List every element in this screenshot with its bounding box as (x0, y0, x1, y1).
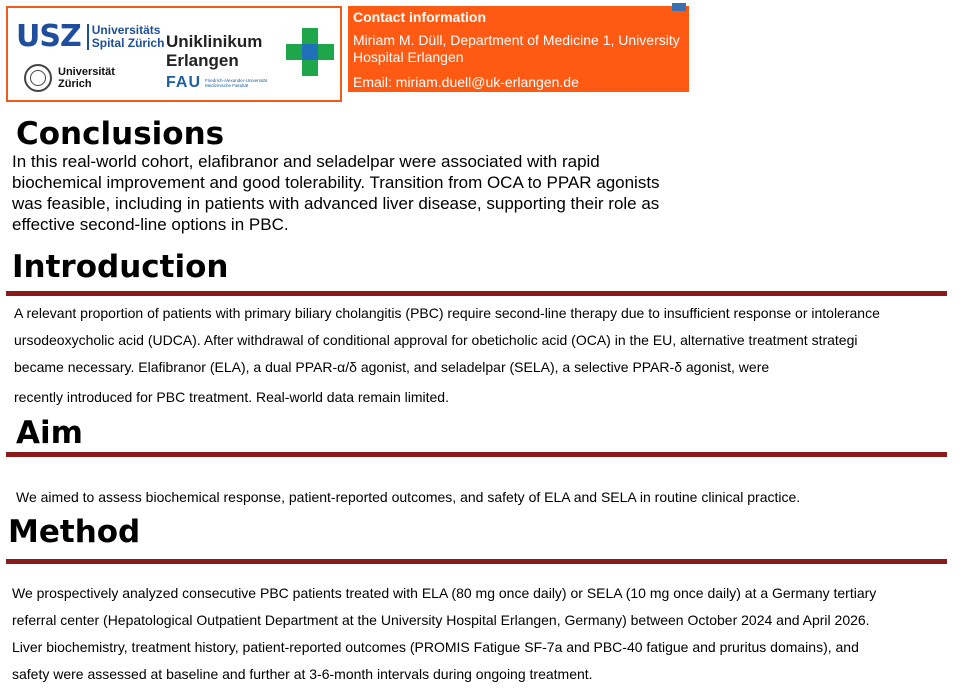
text-line: ursodeoxycholic acid (UDCA). After withdrawal of conditional approval for obeticholic acid (OCA) in the EU, alternative treatment strategi (14, 332, 858, 348)
text-line: biochemical improvement and good tolerability. Transition from OCA to PPAR agonists (12, 173, 660, 192)
logo-panel (6, 6, 342, 102)
contact-title: Contact information (353, 9, 486, 25)
text-line: We prospectively analyzed consecutive PBC patients treated with ELA (80 mg once daily) or SELA (10 mg once daily) at a Germany tertiary (12, 585, 877, 601)
usz-mark: USZ (16, 19, 81, 54)
usz-text-line: Universitäts (91, 23, 161, 37)
introduction-heading: Introduction (12, 249, 229, 285)
conclusions-text (12, 151, 660, 235)
contact-information-box (348, 6, 689, 92)
text-line: A relevant proportion of patients with primary biliary cholangitis (PBC) require second-line therapy due to insufficient response or intolerance (14, 305, 880, 321)
uzh-logo (24, 64, 115, 92)
fau-sub-line: Medizinische Fakultät (205, 83, 249, 88)
contact-email: Email: miriam.duell@uk-erlangen.de (353, 74, 579, 90)
conclusions-heading: Conclusions (16, 116, 225, 152)
section-divider (6, 559, 947, 564)
medical-cross-icon (286, 28, 334, 76)
method-text (12, 580, 876, 688)
fau-mark: FAU (166, 74, 201, 91)
uzh-text-line: Universität (58, 66, 115, 78)
usz-text-line: Spital Zürich (91, 36, 165, 50)
aim-heading: Aim (16, 415, 83, 451)
section-divider (6, 452, 947, 457)
fau-sub-line: Friedrich-Alexander-Universität (205, 78, 268, 83)
university-seal-icon (24, 64, 52, 92)
text-line: recently introduced for PBC treatment. Real-world data remain limited. (14, 389, 449, 405)
method-heading: Method (8, 514, 141, 550)
text-line: Liver biochemistry, treatment history, patient-reported outcomes (PROMIS Fatigue SF-7a and PBC-40 fatigue and pruritus domains), and (12, 639, 859, 655)
section-divider (6, 291, 947, 296)
text-line: effective second-line options in PBC. (12, 215, 289, 234)
aim-text (16, 484, 800, 511)
text-line: referral center (Hepatological Outpatient Department at the University Hospital Erlangen, Germany) between October 2024 and April 2026. (12, 612, 870, 628)
contact-name-line: Hospital Erlangen (353, 49, 464, 65)
fau-logo (166, 74, 275, 92)
uzh-text-line: Zürich (58, 78, 92, 90)
uniklinikum-name-line: Erlangen (166, 51, 239, 70)
text-line: In this real-world cohort, elafibranor and seladelpar were associated with rapid (12, 152, 600, 171)
text-line: We aimed to assess biochemical response, patient-reported outcomes, and safety of ELA and SELA in routine clinical practice. (16, 489, 801, 505)
text-line: safety were assessed at baseline and further at 3-6-month intervals during ongoing treatment. (12, 666, 593, 682)
usz-logo (16, 19, 165, 54)
contact-name-line: Miriam M. Düll, Department of Medicine 1, University (353, 32, 680, 48)
uniklinikum-logo (166, 32, 275, 92)
introduction-text (14, 300, 963, 411)
corner-mark (672, 3, 686, 11)
uniklinikum-name-line: Uniklinikum (166, 32, 263, 51)
text-line: became necessary. Elafibranor (ELA), a dual PPAR-α/δ agonist, and seladelpar (SELA), a selective PPAR-δ agonist, were (14, 359, 770, 375)
text-line: was feasible, including in patients with advanced liver disease, supporting their role as (12, 194, 660, 213)
